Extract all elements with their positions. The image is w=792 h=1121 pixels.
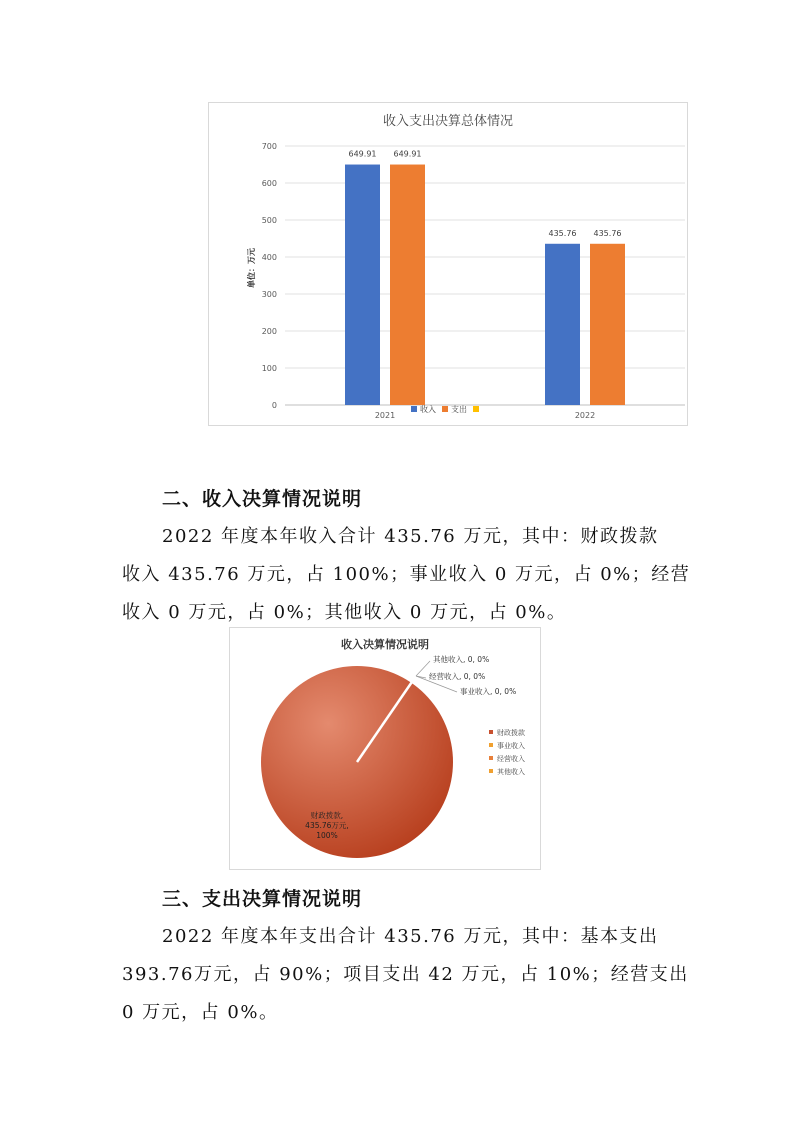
legend-label-支出: 支出 [451,405,467,414]
income-pie-chart [229,627,541,870]
expense-line-3: 0 万元，占 0%。 [122,1002,279,1023]
section-heading-income: 二、收入决算情况说明 [162,488,363,510]
data-label-2022-支出: 435.76 [593,228,622,238]
expense-line-1: 2022 年度本年支出合计 435.76 万元，其中：基本支出 [162,926,659,947]
data-label-2021-收入: 649.91 [348,149,377,159]
pie-main-label-line-2: 435.76万元, [305,821,349,830]
pie-legend-swatch-0 [489,730,493,734]
pie-legend-swatch-3 [489,769,493,773]
data-label-2022-收入: 435.76 [548,228,577,238]
pie-legend-label-3: 其他收入 [497,768,525,776]
pie-chart-svg [230,628,540,869]
y-tick-label-500: 500 [261,216,277,225]
bar-2021-收入 [345,165,380,405]
pie-label-career: 事业收入, 0, 0% [460,687,517,696]
pie-label-business: 经营收入, 0, 0% [429,672,486,681]
income-line-2: 收入 435.76 万元，占 100%；事业收入 0 万元，占 0%；经营 [122,564,691,585]
y-tick-label-600: 600 [261,179,277,188]
y-tick-label-700: 700 [261,142,277,151]
pie-main-label-line-3: 100% [316,831,338,840]
y-tick-label-100: 100 [261,364,277,373]
bar-2021-支出 [390,165,425,405]
legend-swatch-2 [473,406,479,412]
section-heading-expense: 三、支出决算情况说明 [162,888,363,910]
pie-chart-title: 收入决算情况说明 [341,638,429,651]
pie-main-label-line-1: 财政拨款, [310,811,344,820]
bar-chart-svg [209,103,687,425]
income-line-3: 收入 0 万元，占 0%；其他收入 0 万元，占 0%。 [122,602,567,623]
legend-label-收入: 收入 [420,405,436,414]
pie-legend-swatch-2 [489,756,493,760]
expense-line-2: 393.76万元，占 90%；项目支出 42 万元，占 10%；经营支出 [122,964,689,985]
pie-legend-label-2: 经营收入 [497,755,525,763]
y-tick-label-300: 300 [261,290,277,299]
y-tick-label-0: 0 [271,401,277,410]
pie-legend-swatch-1 [489,743,493,747]
expense-paragraph [122,918,689,1032]
income-paragraph [122,518,691,632]
income-line-1: 2022 年度本年收入合计 435.76 万元，其中：财政拨款 [162,526,659,547]
y-tick-label-200: 200 [261,327,277,336]
pie-label-other: 其他收入, 0, 0% [433,655,490,664]
x-tick-label-2021: 2021 [374,411,396,420]
income-expense-bar-chart [208,102,688,426]
bar-chart-y-axis-label: 单位：万元 [247,248,256,288]
x-tick-label-2022: 2022 [574,411,596,420]
y-tick-label-400: 400 [261,253,277,262]
bar-2022-支出 [590,244,625,405]
legend-swatch-0 [411,406,417,412]
legend-swatch-1 [442,406,448,412]
leader-line-other [416,661,430,676]
data-label-2021-支出: 649.91 [393,149,422,159]
bar-chart-title: 收入支出决算总体情况 [382,114,514,129]
bar-2022-收入 [545,244,580,405]
pie-legend-label-0: 财政拨款 [497,729,525,737]
pie-legend-label-1: 事业收入 [497,742,525,750]
